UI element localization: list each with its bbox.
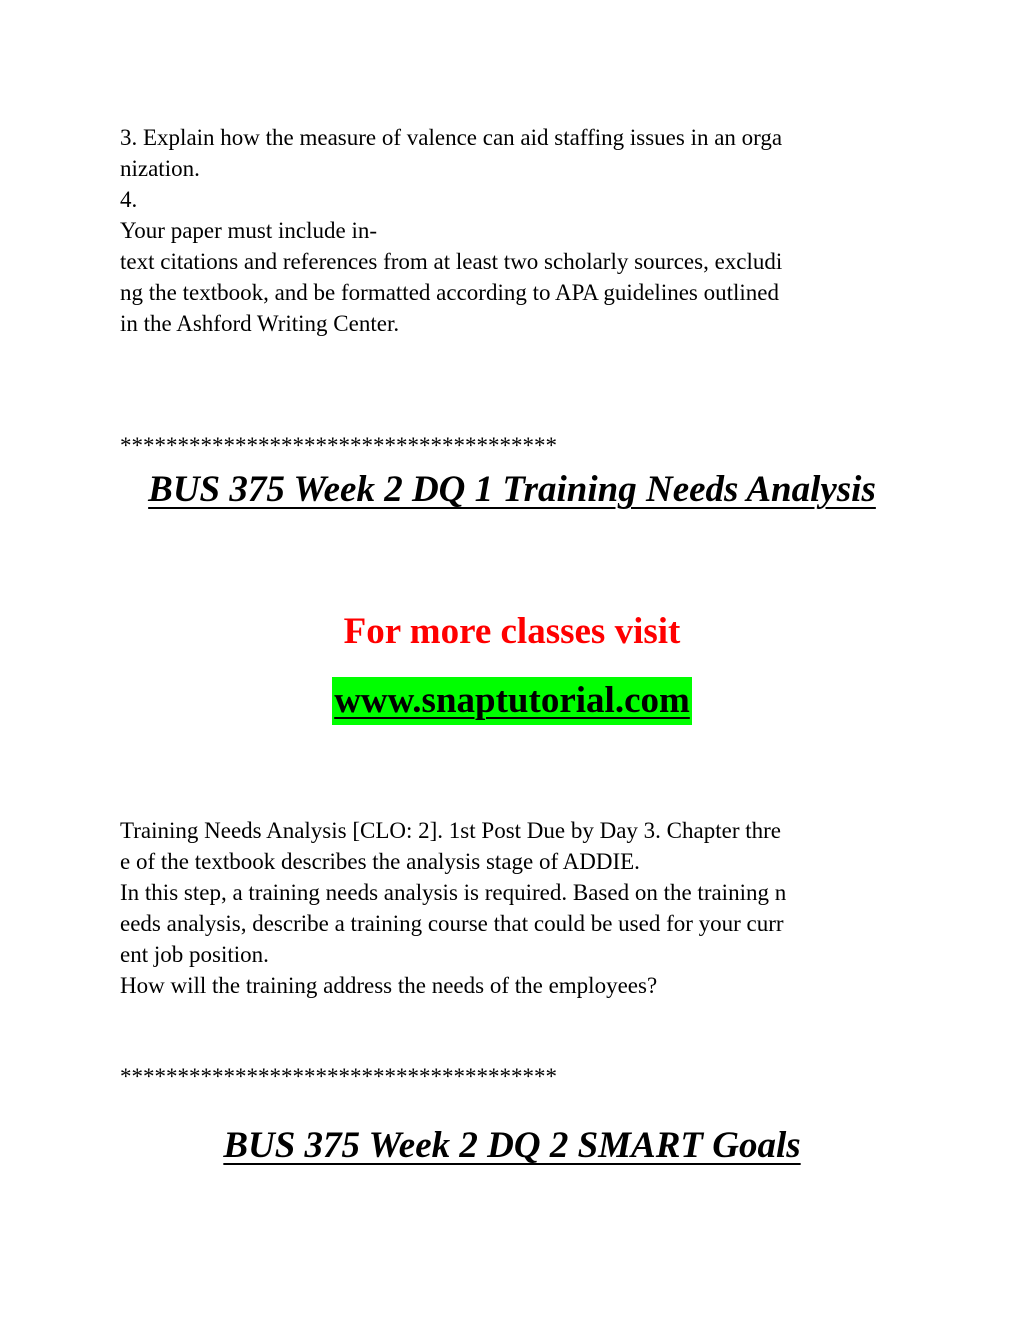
assignment-text-dq1 bbox=[120, 815, 910, 1001]
text-line: e of the textbook describes the analysis stage of ADDIE. bbox=[120, 849, 640, 874]
heading-dq1-text: BUS 375 Week 2 DQ 1 Training Needs Analysis bbox=[148, 469, 876, 510]
heading-dq2-text: BUS 375 Week 2 DQ 2 SMART Goals bbox=[223, 1125, 801, 1166]
separator-stars: ************************************** bbox=[120, 433, 557, 458]
separator-stars: ************************************** bbox=[120, 1064, 557, 1089]
heading-dq2 bbox=[0, 1124, 1024, 1168]
text-line: nization. bbox=[120, 156, 200, 181]
text-line: ng the textbook, and be formatted according to APA guidelines outlined bbox=[120, 280, 780, 305]
text-line: Training Needs Analysis [CLO: 2]. 1st Post Due by Day 3. Chapter thre bbox=[120, 818, 781, 843]
text-line: ent job position. bbox=[120, 942, 269, 967]
snaptutorial-link[interactable]: www.snaptutorial.com bbox=[332, 677, 692, 725]
text-line: In this step, a training needs analysis is required. Based on the training n bbox=[120, 880, 787, 905]
heading-dq1 bbox=[0, 468, 1024, 512]
promo-link-wrap bbox=[0, 677, 1024, 725]
text-line: How will the training address the needs of the employees? bbox=[120, 973, 658, 998]
text-line: in the Ashford Writing Center. bbox=[120, 311, 400, 336]
text-line: 3. Explain how the measure of valence can aid staffing issues in an orga bbox=[120, 125, 783, 150]
promo-visit-label: For more classes visit bbox=[343, 611, 681, 652]
text-line: text citations and references from at least two scholarly sources, excludi bbox=[120, 249, 783, 274]
promo-visit-text bbox=[0, 610, 1024, 654]
text-line: Your paper must include in- bbox=[120, 218, 378, 243]
assignment-text-top bbox=[120, 122, 910, 339]
text-line: 4. bbox=[120, 187, 138, 212]
text-line: eeds analysis, describe a training course that could be used for your curr bbox=[120, 911, 784, 936]
